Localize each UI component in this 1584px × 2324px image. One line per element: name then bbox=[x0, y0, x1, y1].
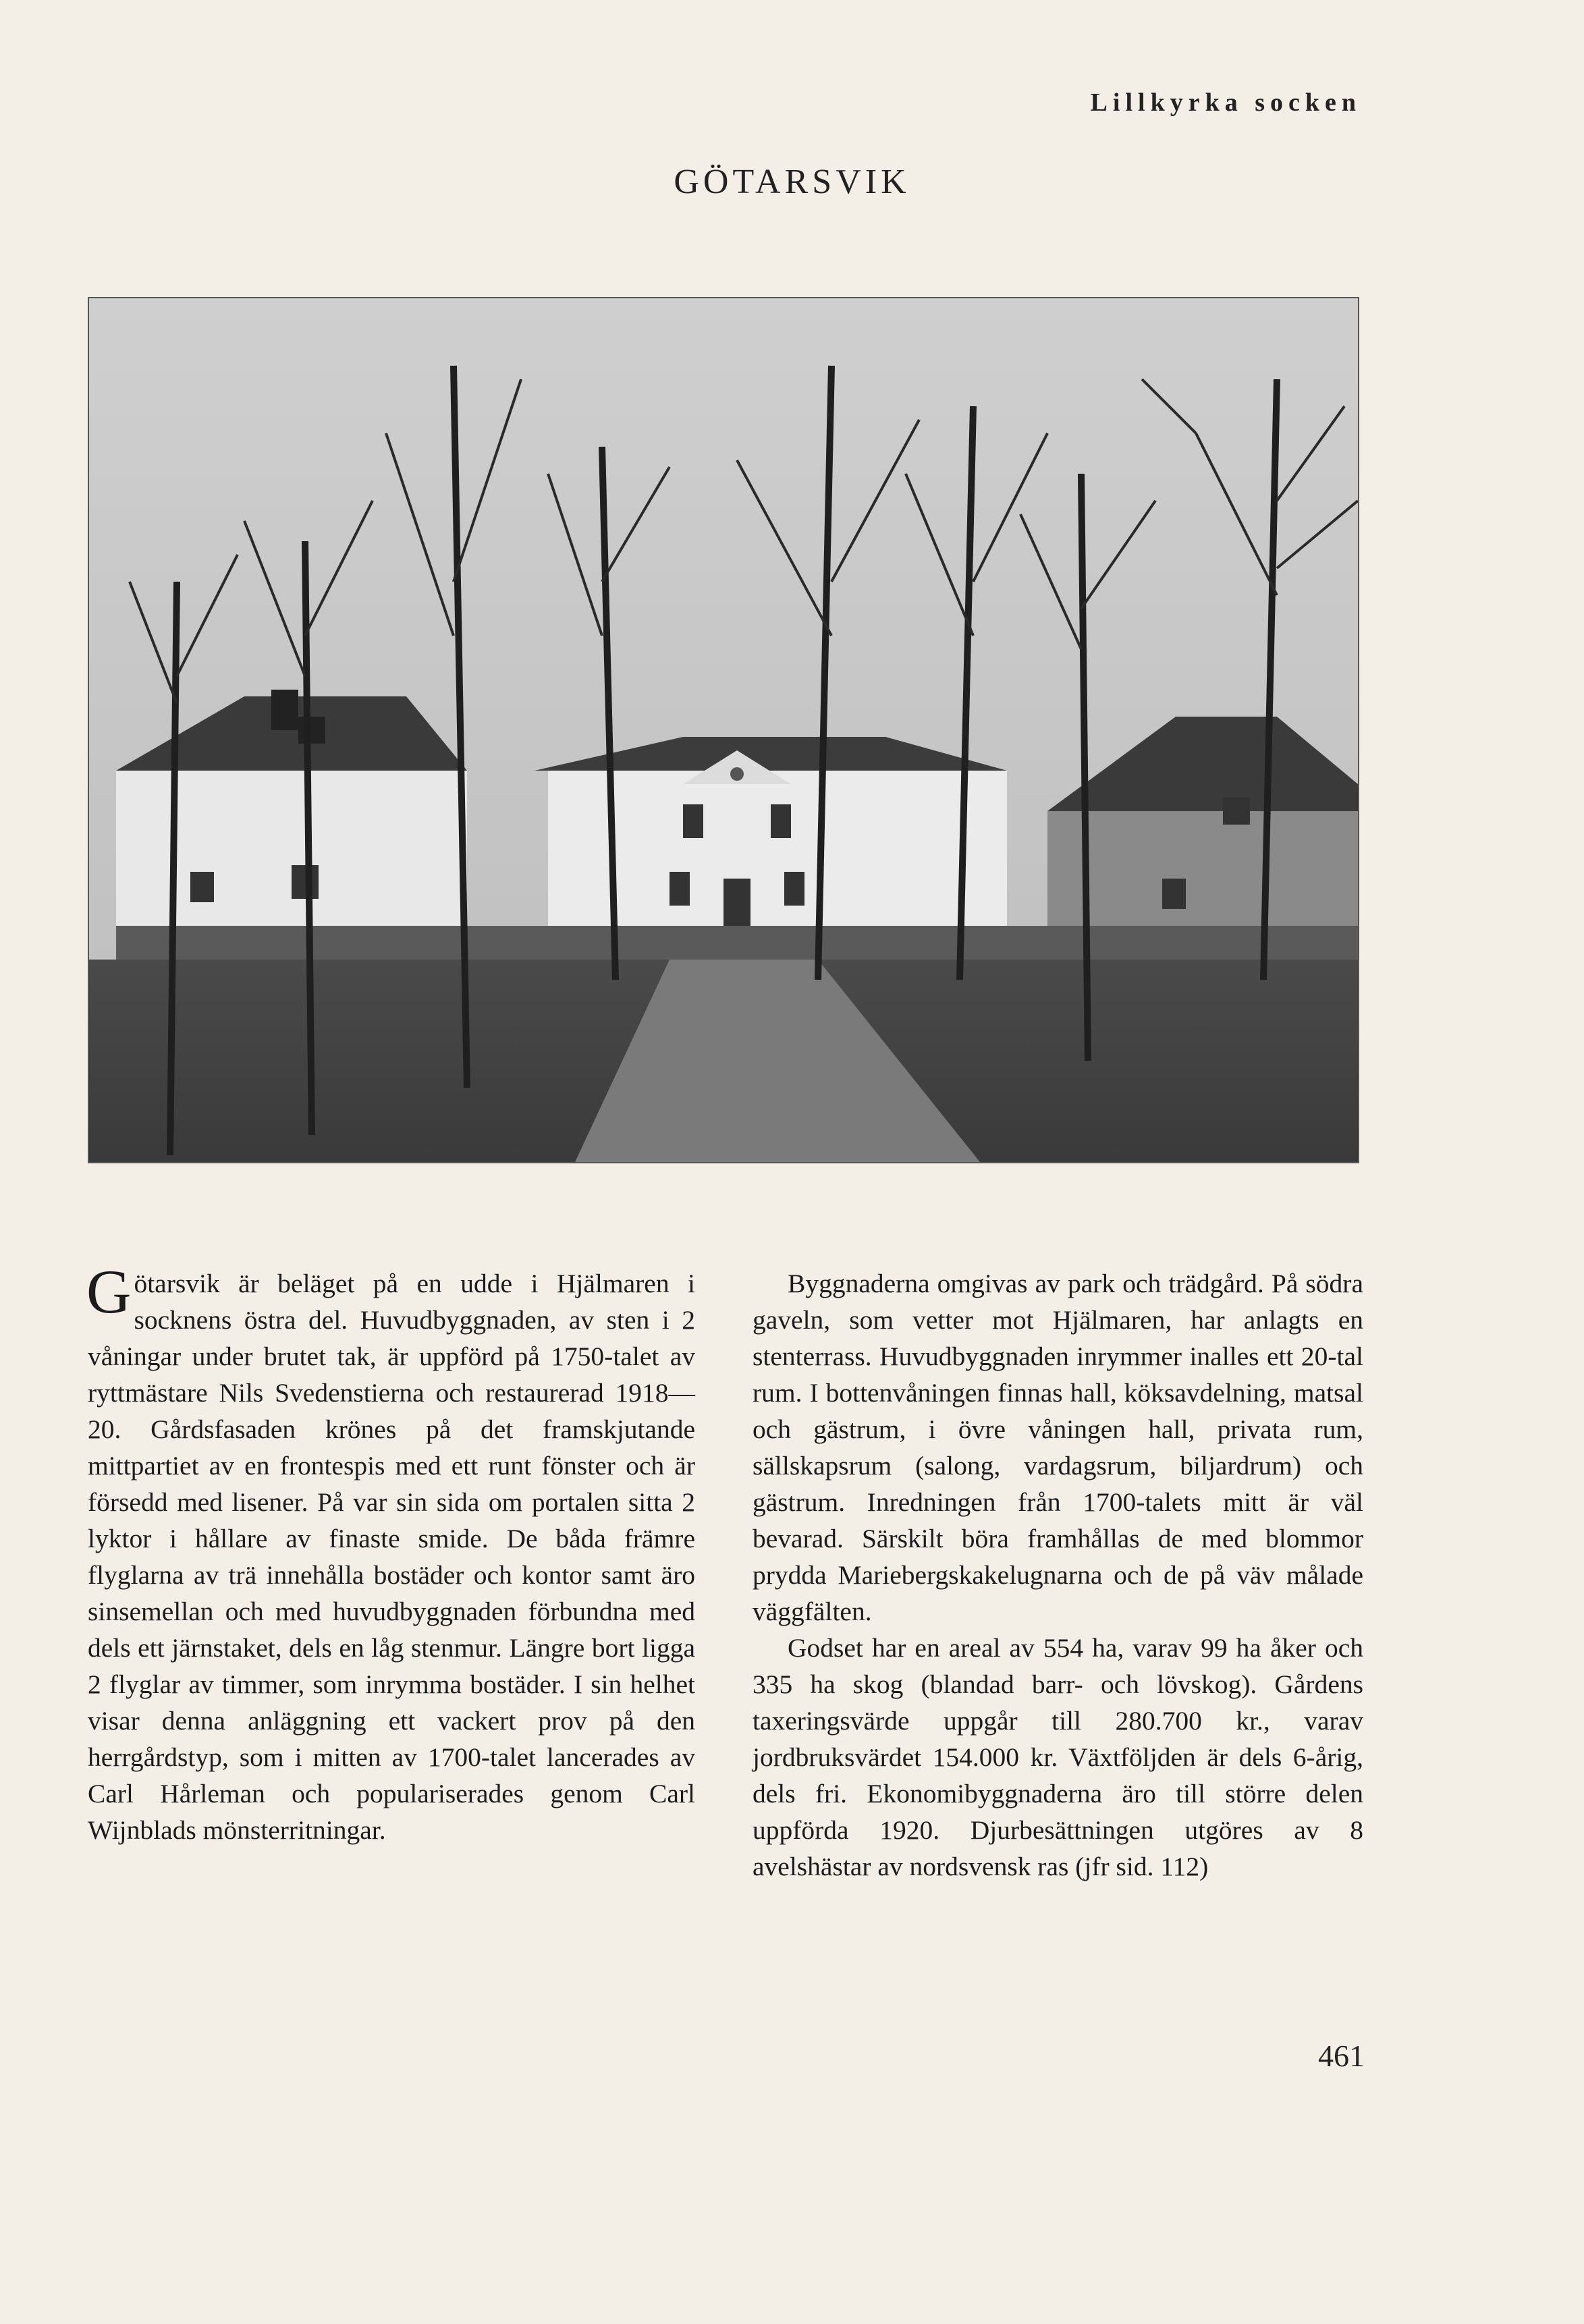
right-text-column bbox=[753, 1265, 1363, 1885]
right-paragraph-1: Byggnaderna omgivas av park och trädgård. På södra gaveln, som vetter mot Hjälmaren, har anlagts en stenterrass. Huvudbyggnaden inrymmer inalles ett 20-tal rum. I bottenvåningen finnas hall, köksavdelning, matsal och gästrum, i övre våningen hall, privata rum, sällskapsrum (salong, vardagsrum, biljardrum) och gästrum. Inredningen från 1700-talets mitt är väl bevarad. Särskilt böra framhållas de med blommor prydda Mariebergskakelugnarna och de på väv målade väggfälten. bbox=[753, 1269, 1363, 1626]
left-paragraph: ötarsvik är beläget på en udde i Hjälmaren i socknens östra del. Huvudbyggnaden, av sten i 2 våningar under brutet tak, är uppförd på 1750-talet av ryttmästare Nils Svedenstierna och restaurerad 1918—20. Gårdsfasaden krönes på det framskjutande mittpartiet av en frontespis med ett runt fönster och är försedd med lisener. På var sin sida om portalen sitta 2 lyktor i hållare av finaste smide. De båda främre flyglarna av trä innehålla bostäder och kontor samt äro sinsemellan och med huvudbyggnaden förbundna med dels ett järnstaket, dels en låg stenmur. Längre bort ligga 2 flyglar av timmer, som inrymma bostäder. I sin helhet visar denna anläggning ett vackert prov på den herrgårdstyp, som i mitten av 1700-talet lancerades av Carl Hårleman och populariserades genom Carl Wijnblads mönsterritningar. bbox=[88, 1269, 695, 1845]
page-title: GÖTARSVIK bbox=[674, 163, 910, 201]
drop-cap: G bbox=[86, 1257, 132, 1326]
running-header: Lillkyrka socken bbox=[1090, 88, 1361, 117]
manor-photograph-drawing bbox=[89, 298, 1358, 1162]
left-text-column bbox=[86, 1257, 695, 1848]
right-paragraph-2: Godset har en areal av 554 ha, varav 99 ha åker och 335 ha skog (blandad barr- och lövskog). Gårdens taxeringsvärde uppgår till 280.700 kr., varav jordbruksvärdet 154.000 kr. Växtföljden är dels 6-årig, dels fri. Ekonomibyggnaderna äro till större delen uppförda 1920. Djurbesättningen utgöres av 8 avelshästar av nordsvensk ras (jfr sid. 112) bbox=[753, 1633, 1363, 1881]
page-number: 461 bbox=[1318, 2039, 1365, 2073]
manor-photograph bbox=[88, 297, 1359, 1163]
